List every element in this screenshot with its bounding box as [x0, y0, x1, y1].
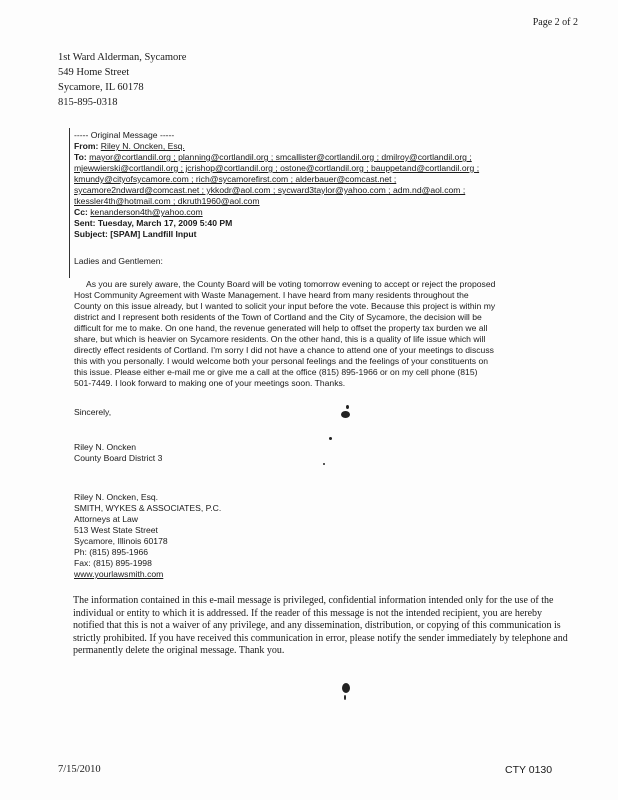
- email-body: [74, 279, 594, 389]
- firm-line: Fax: (815) 895-1998: [74, 558, 152, 568]
- cc-value: kenanderson4th@yahoo.com: [90, 207, 203, 217]
- body-line: 501-7449. I look forward to making one of your meetings soon. Thanks.: [74, 378, 346, 388]
- body-line: As you are surely aware, the County Board will be voting tomorrow evening to accept or reject the proposed: [86, 279, 496, 289]
- footer-date: 7/15/2010: [58, 764, 101, 775]
- forwarded-email: [74, 130, 594, 389]
- scan-speck: [342, 683, 350, 693]
- signature-block: [74, 407, 162, 465]
- footer-document-id: CTY 0130: [505, 764, 553, 776]
- page-number: Page 2 of 2: [532, 17, 578, 28]
- firm-signature: [74, 492, 221, 580]
- sent-value: Tuesday, March 17, 2009 5:40 PM: [97, 218, 233, 228]
- body-line: County on this issue already, but I wanted to solicit your input before the vote. Because this project is within my: [74, 301, 496, 311]
- address-line: 1st Ward Alderman, Sycamore: [58, 52, 187, 63]
- to-recipients: mayor@cortlandil.org ; planning@cortlandil.org ; smcallister@cortlandil.org ; dmilroy@cortlandil.org ;: [89, 152, 472, 162]
- scan-speck: [323, 463, 325, 465]
- firm-line: Riley N. Oncken, Esq.: [74, 492, 159, 502]
- firm-line: SMITH, WYKES & ASSOCIATES, P.C.: [74, 503, 222, 513]
- closing: Sincerely,: [74, 407, 112, 417]
- body-line: directly effect residents of Cortland. I'm sorry I did not have a chance to attend one of your meetings to discuss: [74, 345, 494, 355]
- confidentiality-disclaimer: The information contained in this e-mail message is privileged, confidential information intended only for the use of the individual or entity to which it is addressed. If the reader of this message is not the intended recipient, you are hereby notified that this is not a waiver of any privilege, and any dissemination, distribution, or copying of this communication is strictly prohibited. If you have received this communication in error, please notify the sender immediately by telephone and permanently delete the original message. Thank you.: [73, 595, 568, 657]
- body-line: difficult for me to make. On one hand, the revenue generated will help to offset the property tax burden we all: [74, 323, 488, 333]
- subject-label: Subject:: [74, 229, 108, 239]
- body-line: Host Community Agreement with Waste Management. I have heard from many residents throughout the: [74, 290, 469, 300]
- firm-line: Attorneys at Law: [74, 514, 139, 524]
- firm-line: Ph: (815) 895-1966: [74, 547, 149, 557]
- scan-speck: [346, 405, 349, 409]
- from-label: From:: [74, 141, 99, 151]
- original-message-header: ----- Original Message -----: [74, 130, 175, 140]
- to-recipients: kmundy@cityofsycamore.com ; rich@sycamorefirst.com ; alderbauer@comcast.net ;: [74, 174, 397, 184]
- cc-label: Cc:: [74, 207, 88, 217]
- signature-name: Riley N. Oncken: [74, 441, 137, 452]
- from-value: Riley N. Oncken, Esq.: [100, 141, 185, 151]
- firm-line: 513 West State Street: [74, 525, 158, 535]
- body-line: district and I represent both residents of the Town of Cortland and the City of Sycamore, the decision will be: [74, 312, 482, 322]
- firm-website-link[interactable]: www.yourlawsmith.com: [74, 569, 164, 579]
- greeting: Ladies and Gentlemen:: [74, 256, 163, 266]
- address-line: 549 Home Street: [58, 67, 130, 78]
- body-line: share, but which is heavier on Sycamore residents. On the other hand, this is a quality of life issue which will: [74, 334, 486, 344]
- scan-speck: [329, 437, 332, 440]
- scan-speck: [344, 695, 346, 700]
- to-recipients: sycamore2ndward@comcast.net ; ykkodr@aol.com ; sycward3taylor@yahoo.com ; adm.nd@aol.com ;: [74, 185, 466, 195]
- to-label: To:: [74, 152, 87, 162]
- to-recipients: mjewwierski@cortlandil.org ; jcrishop@cortlandil.org ; ostone@cortlandil.org ; bauppetand@cortlandil.org ;: [74, 163, 480, 173]
- quote-bar: [69, 128, 70, 278]
- subject-value: [SPAM] Landfill Input: [110, 229, 197, 239]
- signature-title: County Board District 3: [74, 453, 163, 463]
- address-line: Sycamore, IL 60178: [58, 82, 144, 93]
- firm-line: Sycamore, Illinois 60178: [74, 536, 168, 546]
- address-line: 815-895-0318: [58, 97, 118, 108]
- address-block: [58, 50, 186, 110]
- sent-label: Sent:: [74, 218, 96, 228]
- to-recipients: tkessler4th@hotmail.com ; dkruth1960@aol.com: [74, 196, 260, 206]
- body-line: this issue. Please either e-mail me or give me a call at the office (815) 895-1966 or on my cell phone (815): [74, 367, 478, 377]
- scan-speck: [341, 411, 350, 418]
- body-line: this with you personally. I would welcome both your personal feelings and the feelings of your constituents on: [74, 356, 489, 366]
